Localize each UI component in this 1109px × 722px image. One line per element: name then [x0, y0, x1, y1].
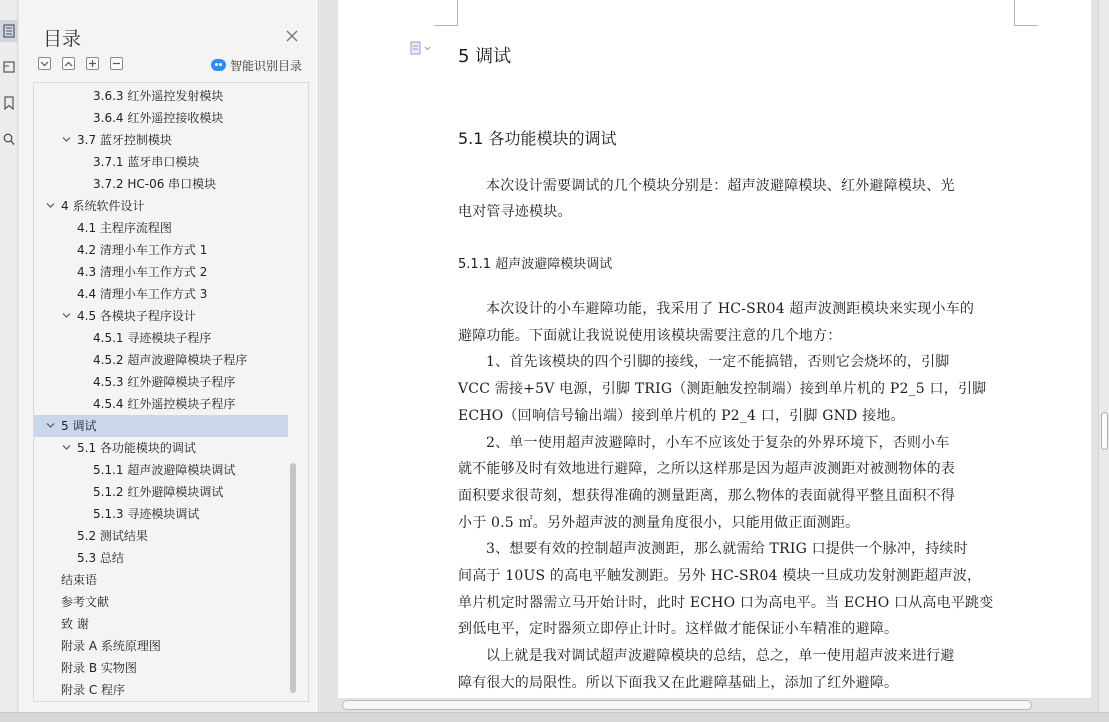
toc-item[interactable] — [34, 261, 288, 283]
toc-item-label: 4.5.1 寻迹模块子程序 — [93, 331, 212, 345]
chevron-down-icon[interactable] — [46, 202, 55, 209]
ai-assistant-icon — [211, 59, 226, 71]
toc-item-label: 5.1.3 寻迹模块调试 — [93, 507, 200, 521]
body-line: 3、想要有效的控制超声波测距，那么就需给 TRIG 口提供一个脉冲，持续时 — [486, 541, 968, 558]
body-line: 本次设计的小车避障功能，我采用了 HC-SR04 超声波测距模块来实现小车的 — [486, 301, 975, 317]
chevron-down-icon[interactable] — [62, 136, 71, 143]
toc-item-label: 4.5.2 超声波避障模块子程序 — [93, 353, 248, 367]
toc-item-label: 3.7.2 HC-06 串口模块 — [93, 177, 217, 191]
chapter-nav-icon[interactable] — [0, 56, 18, 78]
toc-item-label: 5 调试 — [61, 419, 97, 433]
toc-item-label: 4 系统软件设计 — [61, 199, 145, 213]
toc-item[interactable] — [34, 591, 288, 613]
toc-item[interactable] — [34, 371, 288, 393]
horizontal-scroll-thumb[interactable] — [342, 700, 1032, 710]
toc-item-label: 5.3 总结 — [77, 551, 124, 565]
document-page[interactable] — [338, 0, 1091, 698]
toc-item-label: 附录 C 程序 — [61, 683, 126, 697]
toc-item-label: 5.1.2 红外避障模块调试 — [93, 485, 224, 499]
toc-item[interactable] — [34, 107, 288, 129]
toc-item-label: 3.7 蓝牙控制模块 — [77, 133, 172, 147]
chevron-down-icon[interactable] — [62, 444, 71, 451]
toc-item[interactable] — [34, 217, 288, 239]
smart-recognize-label: 智能识别目录 — [230, 58, 303, 73]
body-line: 避障功能。下面就让我说说使用该模块需要注意的几个地方： — [458, 327, 842, 344]
remove-heading-icon[interactable] — [110, 57, 123, 70]
toc-scrollbar[interactable] — [290, 463, 296, 693]
subsection-heading: 5.1.1 超声波避障模块调试 — [458, 257, 613, 272]
body-line: 就不能够及时有效地进行避障，之所以这样那是因为超声波测距对被测物体的表 — [458, 461, 955, 478]
chapter-heading: 5 调试 — [458, 46, 512, 67]
body-line: 1、首先该模块的四个引脚的接线，一定不能搞错，否则它会烧坏的，引脚 — [486, 354, 950, 371]
toc-item[interactable] — [34, 239, 288, 261]
paragraph-layout-icon[interactable] — [410, 40, 432, 59]
bookmark-icon[interactable] — [0, 92, 18, 114]
toc-item-label: 4.5 各模块子程序设计 — [77, 309, 196, 323]
expand-levels-icon[interactable] — [62, 57, 75, 70]
toc-item-label: 3.6.4 红外遥控接收模块 — [93, 111, 224, 125]
toc-item-label: 4.5.4 红外遥控模块子程序 — [93, 397, 236, 411]
toc-item[interactable] — [34, 613, 288, 635]
toc-item-label: 结束语 — [61, 573, 98, 587]
smart-recognize-toc-button[interactable] — [211, 56, 302, 74]
toc-item[interactable] — [34, 525, 288, 547]
toc-item-label: 3.6.3 红外遥控发射模块 — [93, 89, 224, 103]
toc-item[interactable] — [34, 503, 288, 525]
toc-item[interactable] — [34, 569, 288, 591]
body-line: 障有很大的局限性。所以下面我又在此避障基础上，添加了红外避障。 — [458, 674, 899, 691]
close-icon[interactable] — [285, 28, 299, 42]
body-line: 2、单一使用超声波避障时，小车不应该处于复杂的外界环境下，否则小车 — [486, 434, 950, 451]
add-heading-icon[interactable] — [86, 57, 99, 70]
document-area — [320, 0, 1109, 722]
body-line: 面积要求很苛刻，想获得准确的测量距离，那么物体的表面就得平整且面积不得 — [458, 487, 955, 504]
toc-item[interactable] — [34, 349, 288, 371]
section-heading: 5.1 各功能模块的调试 — [458, 129, 617, 148]
body-line: 间高于 10US 的高电平触发测距。另外 HC-SR04 模块一旦成功发射测距超声波， — [458, 568, 982, 584]
toc-item-label: 4.1 主程序流程图 — [77, 221, 172, 235]
toc-panel-icon[interactable] — [0, 20, 18, 42]
vertical-scroll-thumb[interactable] — [1101, 412, 1108, 450]
body-line: ECHO（回响信号输出端）接到单片机的 P2_4 口，引脚 GND 接地。 — [458, 407, 905, 424]
toc-item-label: 4.2 清理小车工作方式 1 — [77, 243, 208, 257]
toc-item-label: 附录 A 系统原理图 — [61, 639, 161, 653]
horizontal-scrollbar[interactable] — [338, 698, 1098, 712]
toc-item[interactable] — [34, 327, 288, 349]
chevron-down-icon[interactable] — [62, 312, 71, 319]
toc-item[interactable] — [34, 173, 288, 195]
toc-item-label: 4.3 清理小车工作方式 2 — [77, 265, 208, 279]
body-line: 小于 0.5 ㎡。另外超声波的测量角度很小，只能用做正面测距。 — [458, 514, 860, 531]
margin-mark-left — [434, 0, 458, 26]
body-line: VCC 需接+5V 电源，引脚 TRIG（测距触发控制端）接到单片机的 P2_5 口，引脚 — [458, 381, 987, 398]
toc-item[interactable] — [34, 393, 288, 415]
toc-item[interactable] — [34, 283, 288, 305]
toc-item[interactable] — [34, 547, 288, 569]
toc-item[interactable] — [34, 195, 288, 217]
vertical-scrollbar[interactable] — [1098, 0, 1109, 722]
toc-item[interactable] — [34, 635, 288, 657]
collapse-levels-icon[interactable] — [38, 57, 51, 70]
toc-item-label: 4.4 清理小车工作方式 3 — [77, 287, 208, 301]
intro-line: 电对管寻迹模块。 — [458, 204, 572, 220]
intro-line: 本次设计需要调试的几个模块分别是：超声波避障模块、红外避障模块、光 — [486, 178, 955, 194]
toc-item[interactable] — [34, 459, 288, 481]
toc-item-label: 附录 B 实物图 — [61, 661, 137, 675]
toc-item-label: 3.7.1 蓝牙串口模块 — [93, 155, 200, 169]
side-rail — [0, 0, 18, 722]
status-bar — [0, 712, 1109, 722]
toc-item[interactable] — [34, 85, 288, 107]
toc-item-label: 4.5.3 红外避障模块子程序 — [93, 375, 236, 389]
toc-item-label: 参考文献 — [61, 595, 110, 609]
toc-pane — [19, 0, 319, 722]
margin-mark-right — [1014, 0, 1038, 26]
toc-item[interactable] — [34, 129, 288, 151]
toc-item[interactable] — [34, 305, 288, 327]
toc-title: 目录 — [43, 28, 82, 50]
toc-item-label: 5.1 各功能模块的调试 — [77, 441, 196, 455]
toc-item[interactable] — [34, 151, 288, 173]
toc-item[interactable] — [34, 437, 288, 459]
toc-list — [33, 82, 309, 702]
toc-item[interactable] — [34, 415, 288, 437]
body-line: 单片机定时器需立马开始计时，此时 ECHO 口为高电平。当 ECHO 口从高电平跳变 — [458, 594, 994, 611]
toc-item[interactable] — [34, 481, 288, 503]
search-icon[interactable] — [0, 128, 18, 150]
body-line: 以上就是我对调试超声波避障模块的总结，总之，单一使用超声波来进行避 — [486, 648, 955, 665]
body-line: 到低电平，定时器须立即停止计时。这样做才能保证小车精准的避障。 — [458, 621, 899, 638]
toc-item[interactable] — [34, 679, 288, 701]
toc-item[interactable] — [34, 657, 288, 679]
toc-item-label: 5.2 测试结果 — [77, 529, 148, 543]
toc-item-label: 致 谢 — [61, 617, 89, 631]
chevron-down-icon[interactable] — [46, 422, 55, 429]
toc-item-label: 5.1.1 超声波避障模块调试 — [93, 463, 236, 477]
